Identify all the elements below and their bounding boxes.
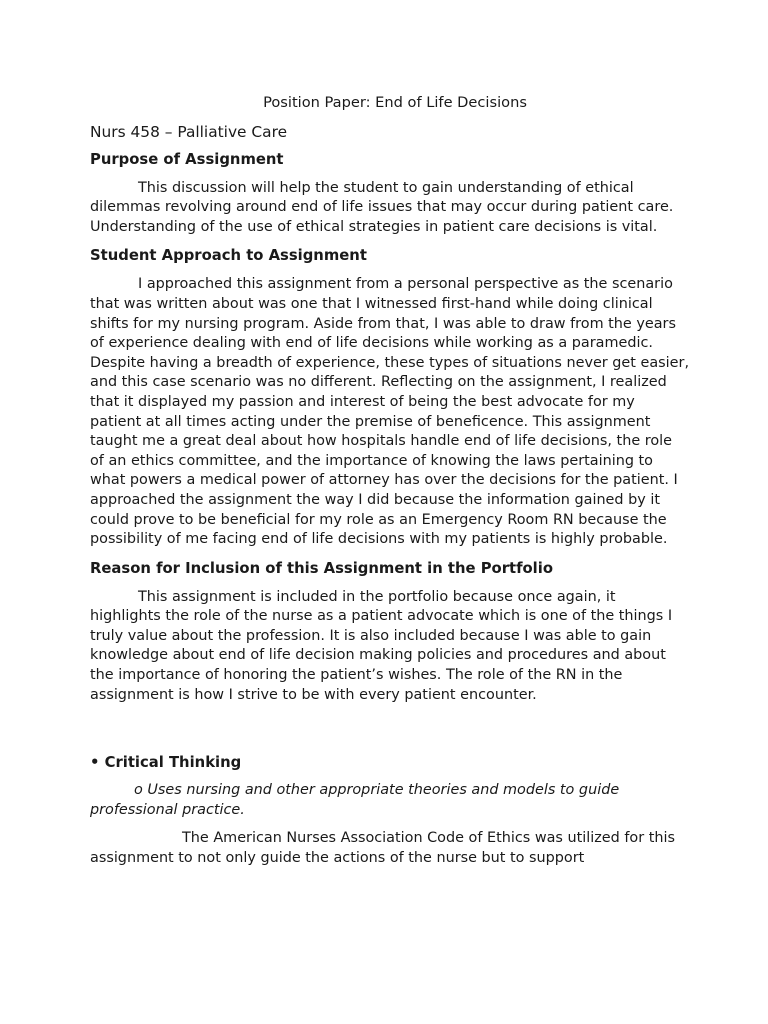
reason-heading: Reason for Inclusion of this Assignment in the Portfolio [90, 559, 553, 577]
approach-heading: Student Approach to Assignment [90, 247, 367, 265]
purpose-heading: Purpose of Assignment [90, 150, 284, 168]
document-content [90, 93, 690, 869]
critical-thinking-heading: • Critical Thinking [90, 754, 242, 772]
reason-paragraph: This assignment is included in the portfolio because once again, it highlights the role of the nurse as a patient advocate which is one of the things I truly value about the profession. It is also included because I was able to gain knowledge about end of life decision making policies and procedures and about the importance of honoring the patient’s wishes. The role of the RN in the assignment is how I strive to be with every patient encounter. [90, 588, 673, 703]
purpose-paragraph: This discussion will help the student to gain understanding of ethical dilemmas revolving around end of life issues that may occur during patient care. Understanding of the use of ethical strategies in patient care decisions is vital. [90, 179, 674, 235]
course-name: Nurs 458 – Palliative Care [90, 122, 288, 141]
critical-thinking-sub-item: o Uses nursing and other appropriate theories and models to guide professional practice. [90, 782, 620, 818]
critical-thinking-paragraph: The American Nurses Association Code of Ethics was utilized for this assignment to not only guide the actions of the nurse but to support [90, 830, 675, 867]
document-title: Position Paper: End of Life Decisions [263, 94, 527, 111]
section-spacer [90, 714, 690, 753]
approach-paragraph: I approached this assignment from a personal perspective as the scenario that was written about was one that I witnessed first-hand while doing clinical shifts for my nursing program. Aside from that, I was able to draw from the years of experience dealing with end of life decisions while working as a paramedic. Despite having a breadth of experience, these types of situations never get easier, and this case scenario was no different. Reflecting on the assignment, I realized that it displayed my passion and interest of being the best advocate for my patient at all times acting under the premise of beneficence. This assignment taught me a great deal about how hospitals handle end of life decisions, the role of an ethics committee, and the importance of knowing the laws pertaining to what powers a medical power of attorney has over the decisions for the patient. I approached the assignment the way I did because the information gained by it could prove to be beneficial for my role as an Emergency Room RN because the possibility of me facing end of life decisions with my patients is highly probable. [90, 276, 690, 548]
